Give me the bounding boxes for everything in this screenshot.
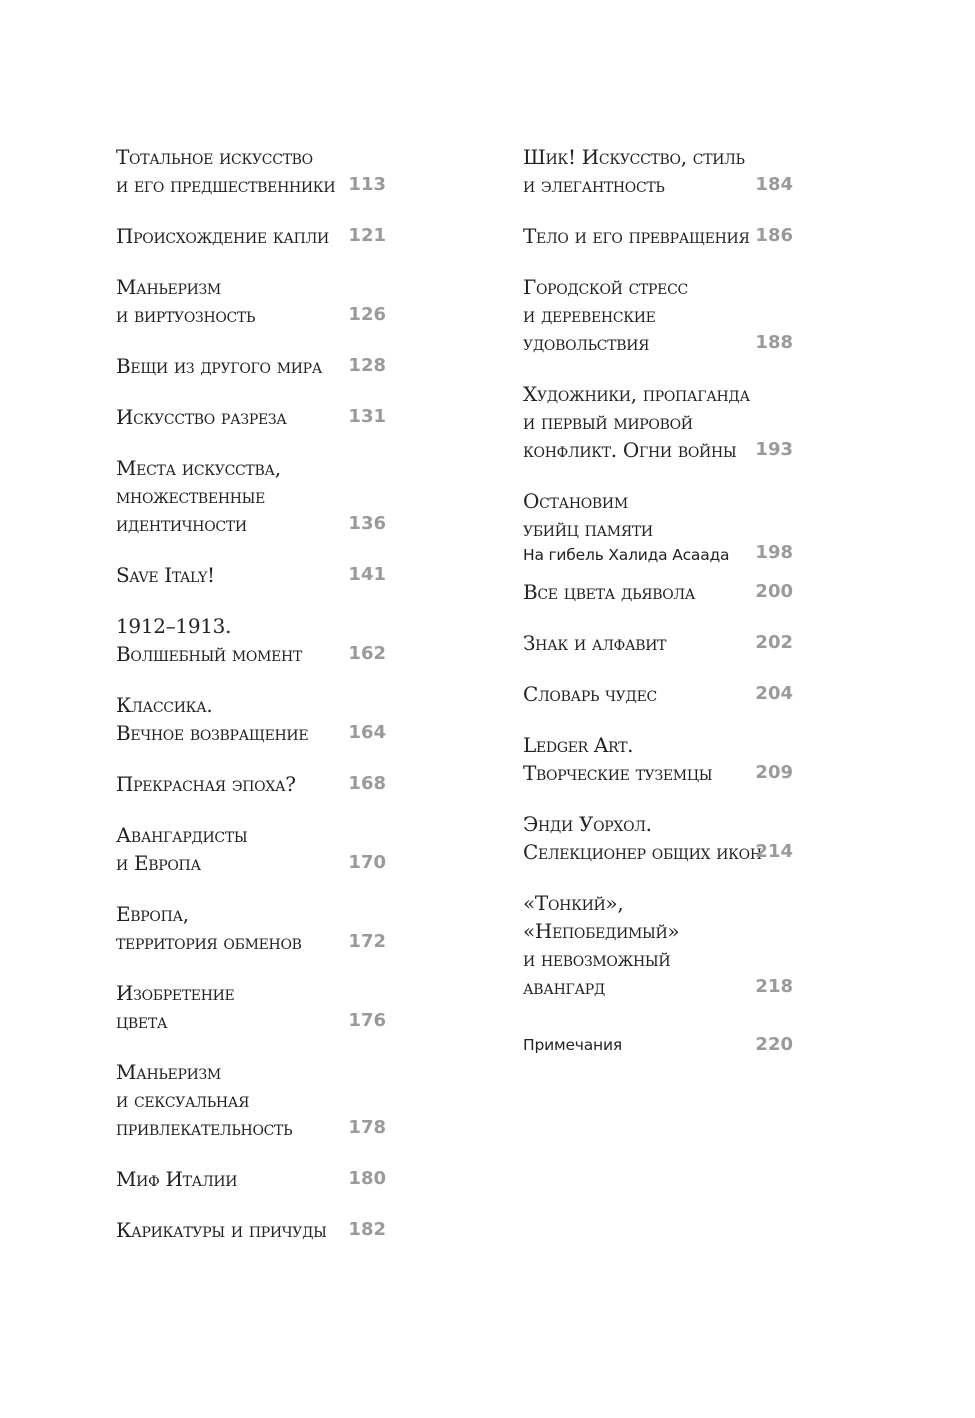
toc-entry[interactable] <box>523 487 813 567</box>
toc-entry-title: и элегантность <box>523 173 665 197</box>
toc-entry[interactable] <box>116 691 406 747</box>
toc-entry-title: «Непобедимый» <box>523 919 680 943</box>
toc-entry[interactable] <box>116 403 406 431</box>
toc-entry-title: множественные <box>116 484 266 508</box>
toc-page-number: 193 <box>755 439 793 460</box>
toc-page-number: 188 <box>755 332 793 353</box>
toc-entry-title: Изобретение <box>116 981 235 1005</box>
toc-entry[interactable] <box>523 731 813 787</box>
toc-column-right <box>523 143 813 1059</box>
toc-entry-title: Энди Уорхол. <box>523 812 652 836</box>
toc-entry-title: Вещи из другого мира <box>116 354 323 378</box>
toc-page-number: 209 <box>755 762 793 783</box>
toc-entry[interactable] <box>523 380 813 464</box>
toc-page-number: 182 <box>348 1219 386 1240</box>
toc-entry-notes[interactable] <box>523 1031 813 1059</box>
toc-entry[interactable] <box>116 1058 406 1142</box>
toc-page-number: 200 <box>755 581 793 602</box>
toc-page-number: 214 <box>755 841 793 862</box>
toc-entry-title: и сексуальная <box>116 1088 250 1112</box>
toc-page-number: 218 <box>755 976 793 997</box>
toc-entry-title: Тотальное искусство <box>116 145 313 169</box>
toc-entry-title: Творческие туземцы <box>523 761 713 785</box>
toc-page-number: 168 <box>348 773 386 794</box>
toc-entry-title: Художники, пропаганда <box>523 382 750 406</box>
toc-entry-title: и виртуозность <box>116 303 256 327</box>
toc-entry-title: Прекрасная эпоха? <box>116 772 296 796</box>
toc-entry-title: убийц памяти <box>523 517 653 541</box>
toc-entry-title: Маньеризм <box>116 275 221 299</box>
toc-entry[interactable] <box>116 561 406 589</box>
toc-entry[interactable] <box>116 770 406 798</box>
toc-entry-title: Шик! Искусство, стиль <box>523 145 745 169</box>
toc-entry-title: Искусство разреза <box>116 405 287 429</box>
toc-page-number: 172 <box>348 931 386 952</box>
toc-entry[interactable] <box>116 222 406 250</box>
toc-entry-title: Миф Италии <box>116 1167 238 1191</box>
toc-entry-title: Знак и алфавит <box>523 631 667 655</box>
toc-entry-title: Авангардисты <box>116 823 248 847</box>
toc-page-number: 136 <box>348 513 386 534</box>
toc-page-number: 180 <box>348 1168 386 1189</box>
toc-entry-title: Происхождение капли <box>116 224 329 248</box>
toc-entry-title: и первый мировой <box>523 410 693 434</box>
toc-entry[interactable] <box>116 979 406 1035</box>
toc-entry-title: Тело и его превращения <box>523 224 750 248</box>
toc-page-number: 178 <box>348 1117 386 1138</box>
toc-page-number: 128 <box>348 355 386 376</box>
toc-page-number: 141 <box>348 564 386 585</box>
toc-entry-title: и деревенские <box>523 303 656 327</box>
toc-entry-title: Места искусства, <box>116 456 281 480</box>
toc-page-number: 204 <box>755 683 793 704</box>
toc-entry[interactable] <box>523 810 813 866</box>
toc-page-number: 176 <box>348 1010 386 1031</box>
toc-entry[interactable] <box>116 1216 406 1244</box>
toc-entry-title: Карикатуры и причуды <box>116 1218 327 1242</box>
toc-entry[interactable] <box>116 454 406 538</box>
toc-entry-title: Остановим <box>523 489 628 513</box>
toc-entry[interactable] <box>116 1165 406 1193</box>
toc-entry[interactable] <box>116 273 406 329</box>
toc-entry[interactable] <box>523 143 813 199</box>
toc-entry[interactable] <box>523 889 813 1001</box>
toc-page-number: 198 <box>755 542 793 563</box>
toc-entry-title: и невозможный <box>523 947 671 971</box>
toc-entry[interactable] <box>523 680 813 708</box>
toc-entry-title: 1912–1913. <box>116 614 232 638</box>
toc-entry-title: Вечное возвращение <box>116 721 309 745</box>
toc-entry-title: Save Italy! <box>116 563 215 587</box>
toc-entry-title: и его предшественники <box>116 173 336 197</box>
toc-page-number: 220 <box>755 1034 793 1055</box>
toc-entry-title: Европа, <box>116 902 189 926</box>
toc-page-number: 121 <box>348 225 386 246</box>
toc-entry-title: территория обменов <box>116 930 302 954</box>
toc-entry-title: Ledger Art. <box>523 733 634 757</box>
toc-entry-title: Классика. <box>116 693 213 717</box>
toc-entry[interactable] <box>523 629 813 657</box>
toc-page-number: 170 <box>348 852 386 873</box>
toc-page-number: 202 <box>755 632 793 653</box>
toc-entry[interactable] <box>116 352 406 380</box>
toc-entry[interactable] <box>116 612 406 668</box>
toc-entry-title: авангард <box>523 975 605 999</box>
toc-entry-subtitle: Примечания <box>523 1036 622 1054</box>
toc-entry[interactable] <box>523 222 813 250</box>
toc-entry[interactable] <box>116 143 406 199</box>
toc-entry[interactable] <box>116 900 406 956</box>
toc-entry-title: Маньеризм <box>116 1060 221 1084</box>
toc-entry-title: удовольствия <box>523 331 650 355</box>
toc-column-left <box>116 143 406 1244</box>
toc-entry-title: и Европа <box>116 851 201 875</box>
toc-entry[interactable] <box>523 273 813 357</box>
toc-entry-title: Волшебный момент <box>116 642 303 666</box>
toc-entry-title: «Тонкий», <box>523 891 624 915</box>
toc-page-number: 164 <box>348 722 386 743</box>
toc-entry-title: идентичности <box>116 512 247 536</box>
toc-entry-title: Селекционер общих икон <box>523 840 762 864</box>
toc-entry-title: Городской стресс <box>523 275 688 299</box>
toc-page-number: 131 <box>348 406 386 427</box>
toc-entry-title: привлекательность <box>116 1116 293 1140</box>
toc-entry-title: конфликт. Огни войны <box>523 438 737 462</box>
toc-entry-subtitle: На гибель Халида Асаада <box>523 546 730 564</box>
toc-entry-title: Словарь чудес <box>523 682 657 706</box>
toc-page-number: 113 <box>348 174 386 195</box>
toc-entry[interactable] <box>116 821 406 877</box>
toc-page-number: 162 <box>348 643 386 664</box>
toc-entry[interactable] <box>523 578 813 606</box>
toc-page-number: 186 <box>755 225 793 246</box>
toc-page-number: 184 <box>755 174 793 195</box>
toc-page-number: 126 <box>348 304 386 325</box>
toc-entry-title: цвета <box>116 1009 168 1033</box>
toc-entry-title: Все цвета дьявола <box>523 580 696 604</box>
